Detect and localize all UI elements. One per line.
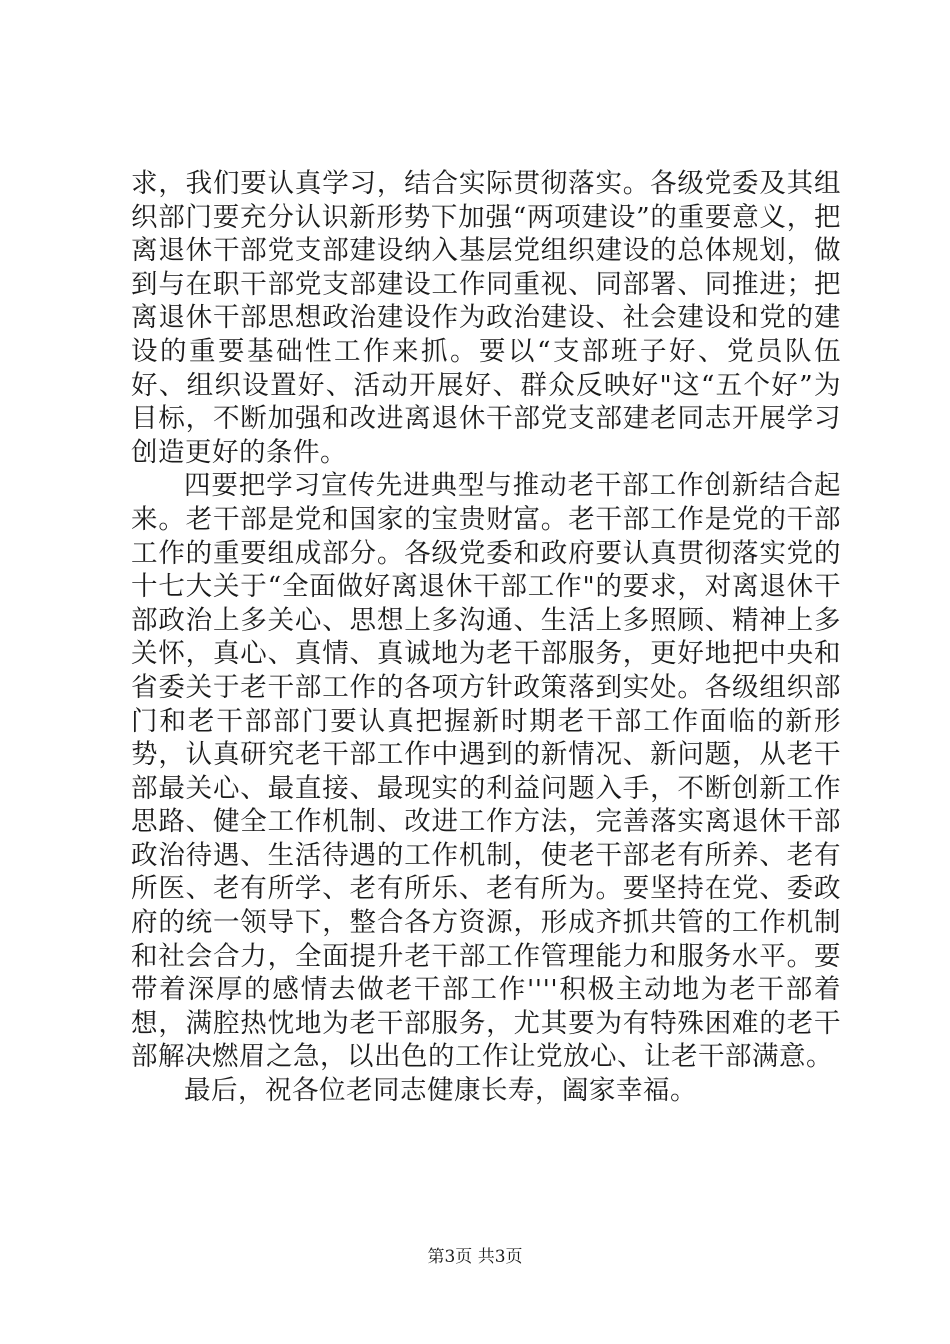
paragraph-1: 求，我们要认真学习，结合实际贯彻落实。各级党委及其组织部门要充分认识新形势下加强“两项建设”的重要意义，把离退休干部党支部建设纳入基层党组织建设的总体规划，做到与在职干部党支部建设工作同重视、同部署、同推进；把离退休干部思想政治建设作为政治建设、社会建设和党的建设的重要基础性工作来抓。要以“支部班子好、党员队伍好、组织设置好、活动开展好、群众反映好"这“五个好”为目标，不断加强和改进离退休干部党支部建老同志开展学习创造更好的条件。: [131, 168, 841, 468]
paragraph-2: 四要把学习宣传先进典型与推动老干部工作创新结合起来。老干部是党和国家的宝贵财富。老干部工作是党的干部工作的重要组成部分。各级党委和政府要认真贯彻落实党的十七大关于“全面做好离退休干部工作"的要求，对离退休干部政治上多关心、思想上多沟通、生活上多照顾、精神上多关怀，真心、真情、真诚地为老干部服务，更好地把中央和省委关于老干部工作的各项方针政策落到实处。各级组织部门和老干部部门要认真把握新时期老干部工作面临的新形势，认真研究老干部工作中遇到的新情况、新问题，从老干部最关心、最直接、最现实的利益问题入手，不断创新工作思路、健全工作机制、改进工作方法，完善落实离退休干部政治待遇、生活待遇的工作机制，使老干部老有所养、老有所医、老有所学、老有所乐、老有所为。要坚持在党、委政府的统一领导下，整合各方资源，形成齐抓共管的工作机制和社会合力，全面提升老干部工作管理能力和服务水平。要带着深厚的感情去做老干部工作''''积极主动地为老干部着想，满腔热忱地为老干部服务，尤其要为有特殊困难的老干部解决燃眉之急，以出色的工作让党放心、让老干部满意。: [131, 470, 841, 1073]
document-body: [131, 167, 841, 1108]
page-footer: 第3页 共3页: [427, 1247, 523, 1267]
paragraph-3: 最后，祝各位老同志健康长寿，阖家幸福。: [184, 1075, 697, 1107]
